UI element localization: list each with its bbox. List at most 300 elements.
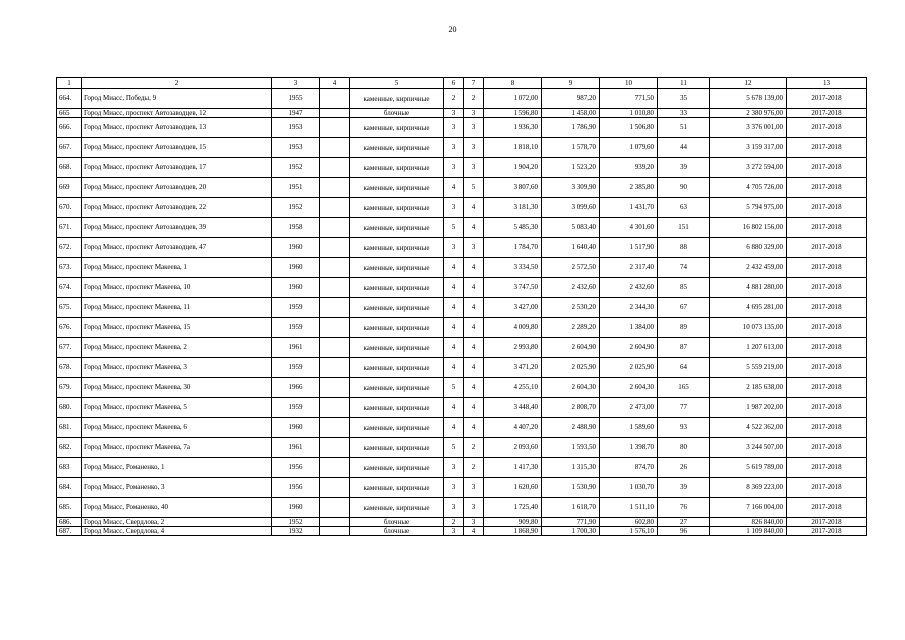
floors-cell: 4 [444,178,464,198]
cost-cell: 5 559 219,00 [710,358,787,378]
address-cell: Город Миасс, проспект Автозаводцев, 12 [82,109,272,118]
total-area-cell: 3 807,60 [484,178,542,198]
residents-cell: 27 [658,518,710,527]
year-cell: 1966 [272,378,320,398]
period-cell: 2017-2018 [787,518,867,527]
cost-cell: 2 185 638,00 [710,378,787,398]
entrances-cell: 3 [464,238,484,258]
wall-material-cell: каменные, кирпичные [350,478,444,498]
row-number: 679. [57,378,82,398]
living-area-cell: 771,90 [542,518,600,527]
entrances-cell: 3 [464,118,484,138]
row-number: 680. [57,398,82,418]
row-number: 673. [57,258,82,278]
wall-material-cell: блочные [350,518,444,527]
residential-area-cell: 1 511,10 [600,498,658,518]
residential-area-cell: 1 517,90 [600,238,658,258]
entrances-cell: 4 [464,358,484,378]
wall-material-cell: каменные, кирпичные [350,198,444,218]
column-4-cell [320,338,350,358]
total-area-cell: 3 471,20 [484,358,542,378]
residential-area-cell: 1 506,80 [600,118,658,138]
residential-area-cell: 2 317,40 [600,258,658,278]
total-area-cell: 1 936,30 [484,118,542,138]
residential-area-cell: 939,20 [600,158,658,178]
column-4-cell [320,118,350,138]
address-cell: Город Миасс, проспект Макеева, 11 [82,298,272,318]
cost-cell: 1 207 613,00 [710,338,787,358]
year-cell: 1955 [272,89,320,109]
entrances-cell: 3 [464,518,484,527]
living-area-cell: 1 523,20 [542,158,600,178]
living-area-cell: 1 578,70 [542,138,600,158]
cost-cell: 5 678 139,00 [710,89,787,109]
floors-cell: 4 [444,298,464,318]
column-4-cell [320,438,350,458]
column-4-cell [320,298,350,318]
residents-cell: 44 [658,138,710,158]
residents-cell: 89 [658,318,710,338]
column-4-cell [320,178,350,198]
column-header-2: 2 [82,78,272,89]
residents-cell: 63 [658,198,710,218]
period-cell: 2017-2018 [787,498,867,518]
column-4-cell [320,527,350,536]
entrances-cell: 2 [464,89,484,109]
living-area-cell: 1 315,30 [542,458,600,478]
row-number: 665 [57,109,82,118]
entrances-cell: 4 [464,258,484,278]
table-row [57,518,867,527]
residents-cell: 67 [658,298,710,318]
row-number: 681. [57,418,82,438]
year-cell: 1959 [272,398,320,418]
residents-cell: 90 [658,178,710,198]
residential-area-cell: 1 398,70 [600,438,658,458]
address-cell: Город Миасс, проспект Макеева, 7а [82,438,272,458]
column-header-10: 10 [600,78,658,89]
total-area-cell: 1 596,80 [484,109,542,118]
table-row [57,238,867,258]
row-number: 675. [57,298,82,318]
row-number: 684. [57,478,82,498]
total-area-cell: 1 784,70 [484,238,542,258]
wall-material-cell: каменные, кирпичные [350,378,444,398]
wall-material-cell: каменные, кирпичные [350,278,444,298]
floors-cell: 3 [444,158,464,178]
living-area-cell: 987,20 [542,89,600,109]
floors-cell: 3 [444,458,464,478]
column-4-cell [320,238,350,258]
entrances-cell: 3 [464,158,484,178]
period-cell: 2017-2018 [787,258,867,278]
table-row [57,398,867,418]
entrances-cell: 4 [464,318,484,338]
total-area-cell: 1 868,90 [484,527,542,536]
wall-material-cell: каменные, кирпичные [350,358,444,378]
row-number: 670. [57,198,82,218]
year-cell: 1960 [272,278,320,298]
year-cell: 1952 [272,198,320,218]
address-cell: Город Миасс, проспект Автозаводцев, 22 [82,198,272,218]
residential-area-cell: 1 589,60 [600,418,658,438]
address-cell: Город Миасс, проспект Автозаводцев, 39 [82,218,272,238]
living-area-cell: 2 604,90 [542,338,600,358]
residents-cell: 151 [658,218,710,238]
column-header-11: 11 [658,78,710,89]
cost-cell: 3 272 594,00 [710,158,787,178]
page-number: 20 [448,25,457,34]
total-area-cell: 1 818,10 [484,138,542,158]
floors-cell: 3 [444,109,464,118]
column-header-7: 7 [464,78,484,89]
entrances-cell: 2 [464,438,484,458]
living-area-cell: 1 593,50 [542,438,600,458]
address-cell: Город Миасс, проспект Макеева, 2 [82,338,272,358]
wall-material-cell: каменные, кирпичные [350,258,444,278]
row-number: 685. [57,498,82,518]
table-row [57,258,867,278]
cost-cell: 7 166 004,00 [710,498,787,518]
floors-cell: 4 [444,398,464,418]
cost-cell: 1 987 202,00 [710,398,787,418]
period-cell: 2017-2018 [787,478,867,498]
table-body [57,89,867,536]
address-cell: Город Миасс, проспект Макеева, 1 [82,258,272,278]
address-cell: Город Миасс, Победы, 9 [82,89,272,109]
period-cell: 2017-2018 [787,378,867,398]
row-number: 676. [57,318,82,338]
total-area-cell: 1 072,00 [484,89,542,109]
column-4-cell [320,478,350,498]
living-area-cell: 1 640,40 [542,238,600,258]
table-row [57,218,867,238]
floors-cell: 4 [444,258,464,278]
address-cell: Город Миасс, проспект Макеева, 10 [82,278,272,298]
residents-cell: 88 [658,238,710,258]
row-number: 674. [57,278,82,298]
period-cell: 2017-2018 [787,398,867,418]
cost-cell: 4 695 281,00 [710,298,787,318]
housing-registry-table [56,77,867,536]
year-cell: 1960 [272,258,320,278]
wall-material-cell: каменные, кирпичные [350,178,444,198]
cost-cell: 826 840,00 [710,518,787,527]
year-cell: 1960 [272,498,320,518]
total-area-cell: 2 093,60 [484,438,542,458]
column-header-1: 1 [57,78,82,89]
entrances-cell: 4 [464,418,484,438]
column-4-cell [320,458,350,478]
living-area-cell: 2 432,60 [542,278,600,298]
total-area-cell: 4 407,20 [484,418,542,438]
period-cell: 2017-2018 [787,89,867,109]
address-cell: Город Миасс, проспект Автозаводцев, 20 [82,178,272,198]
year-cell: 1956 [272,458,320,478]
floors-cell: 5 [444,438,464,458]
entrances-cell: 4 [464,218,484,238]
row-number: 686. [57,518,82,527]
wall-material-cell: блочные [350,527,444,536]
table-row [57,498,867,518]
table-row [57,527,867,536]
entrances-cell: 3 [464,478,484,498]
header-row [57,78,867,89]
year-cell: 1960 [272,418,320,438]
entrances-cell: 4 [464,398,484,418]
living-area-cell: 1 618,70 [542,498,600,518]
column-header-13: 13 [787,78,867,89]
total-area-cell: 909,80 [484,518,542,527]
residential-area-cell: 771,50 [600,89,658,109]
column-header-12: 12 [710,78,787,89]
wall-material-cell: каменные, кирпичные [350,89,444,109]
column-4-cell [320,158,350,178]
year-cell: 1932 [272,527,320,536]
floors-cell: 2 [444,89,464,109]
period-cell: 2017-2018 [787,278,867,298]
row-number: 687. [57,527,82,536]
period-cell: 2017-2018 [787,198,867,218]
row-number: 669 [57,178,82,198]
wall-material-cell: каменные, кирпичные [350,458,444,478]
residential-area-cell: 2 385,80 [600,178,658,198]
cost-cell: 16 802 156,00 [710,218,787,238]
table-row [57,458,867,478]
entrances-cell: 3 [464,109,484,118]
cost-cell: 3 244 507,00 [710,438,787,458]
residents-cell: 64 [658,358,710,378]
period-cell: 2017-2018 [787,118,867,138]
period-cell: 2017-2018 [787,318,867,338]
cost-cell: 5 619 789,00 [710,458,787,478]
residential-area-cell: 4 301,60 [600,218,658,238]
period-cell: 2017-2018 [787,109,867,118]
row-number: 671. [57,218,82,238]
address-cell: Город Миасс, проспект Автозаводцев, 17 [82,158,272,178]
table-row [57,438,867,458]
wall-material-cell: каменные, кирпичные [350,438,444,458]
column-header-4: 4 [320,78,350,89]
year-cell: 1959 [272,318,320,338]
living-area-cell: 3 309,90 [542,178,600,198]
living-area-cell: 1 786,90 [542,118,600,138]
total-area-cell: 1 904,20 [484,158,542,178]
table-row [57,89,867,109]
floors-cell: 4 [444,318,464,338]
table-row [57,158,867,178]
column-4-cell [320,258,350,278]
residents-cell: 77 [658,398,710,418]
table-row [57,298,867,318]
living-area-cell: 1 530,90 [542,478,600,498]
total-area-cell: 3 448,40 [484,398,542,418]
row-number: 682. [57,438,82,458]
floors-cell: 4 [444,278,464,298]
living-area-cell: 2 025,90 [542,358,600,378]
column-header-5: 5 [350,78,444,89]
cost-cell: 10 073 135,00 [710,318,787,338]
year-cell: 1961 [272,338,320,358]
table-row [57,178,867,198]
residents-cell: 51 [658,118,710,138]
address-cell: Город Миасс, Романенко, 40 [82,498,272,518]
entrances-cell: 4 [464,527,484,536]
column-4-cell [320,498,350,518]
wall-material-cell: каменные, кирпичные [350,118,444,138]
wall-material-cell: каменные, кирпичные [350,418,444,438]
table-header [57,78,867,89]
column-4-cell [320,198,350,218]
residents-cell: 74 [658,258,710,278]
year-cell: 1960 [272,238,320,258]
period-cell: 2017-2018 [787,338,867,358]
total-area-cell: 5 485,30 [484,218,542,238]
period-cell: 2017-2018 [787,158,867,178]
wall-material-cell: каменные, кирпичные [350,398,444,418]
residential-area-cell: 2 473,00 [600,398,658,418]
column-4-cell [320,218,350,238]
column-4-cell [320,109,350,118]
living-area-cell: 1 700,30 [542,527,600,536]
wall-material-cell: блочные [350,109,444,118]
table-row [57,109,867,118]
address-cell: Город Миасс, проспект Макеева, 15 [82,318,272,338]
floors-cell: 3 [444,118,464,138]
total-area-cell: 1 620,60 [484,478,542,498]
floors-cell: 4 [444,358,464,378]
row-number: 677. [57,338,82,358]
living-area-cell: 2 530,20 [542,298,600,318]
residents-cell: 39 [658,478,710,498]
period-cell: 2017-2018 [787,527,867,536]
year-cell: 1951 [272,178,320,198]
address-cell: Город Миасс, Свердлова, 4 [82,527,272,536]
residents-cell: 80 [658,438,710,458]
year-cell: 1959 [272,358,320,378]
residents-cell: 93 [658,418,710,438]
living-area-cell: 2 572,50 [542,258,600,278]
wall-material-cell: каменные, кирпичные [350,238,444,258]
wall-material-cell: каменные, кирпичные [350,158,444,178]
residential-area-cell: 1 079,60 [600,138,658,158]
total-area-cell: 3 427,00 [484,298,542,318]
cost-cell: 1 109 840,00 [710,527,787,536]
residential-area-cell: 2 432,60 [600,278,658,298]
total-area-cell: 4 255,10 [484,378,542,398]
total-area-cell: 3 334,50 [484,258,542,278]
residential-area-cell: 2 604,30 [600,378,658,398]
living-area-cell: 2 488,90 [542,418,600,438]
floors-cell: 2 [444,518,464,527]
year-cell: 1956 [272,478,320,498]
residential-area-cell: 2 344,30 [600,298,658,318]
total-area-cell: 1 725,40 [484,498,542,518]
floors-cell: 3 [444,238,464,258]
table-row [57,278,867,298]
row-number: 667. [57,138,82,158]
cost-cell: 4 705 726,00 [710,178,787,198]
residents-cell: 35 [658,89,710,109]
cost-cell: 3 376 001,00 [710,118,787,138]
residential-area-cell: 1 576,10 [600,527,658,536]
residents-cell: 96 [658,527,710,536]
table-row [57,478,867,498]
residential-area-cell: 2 025,90 [600,358,658,378]
row-number: 668. [57,158,82,178]
floors-cell: 3 [444,527,464,536]
total-area-cell: 4 009,80 [484,318,542,338]
address-cell: Город Миасс, проспект Макеева, 3 [82,358,272,378]
cost-cell: 2 432 459,00 [710,258,787,278]
table-row [57,138,867,158]
residential-area-cell: 1 384,00 [600,318,658,338]
column-4-cell [320,418,350,438]
entrances-cell: 4 [464,278,484,298]
living-area-cell: 2 808,70 [542,398,600,418]
address-cell: Город Миасс, проспект Макеева, 6 [82,418,272,438]
address-cell: Город Миасс, проспект Автозаводцев, 15 [82,138,272,158]
column-header-8: 8 [484,78,542,89]
table-row [57,318,867,338]
floors-cell: 3 [444,198,464,218]
total-area-cell: 2 993,80 [484,338,542,358]
living-area-cell: 3 099,60 [542,198,600,218]
table-row [57,358,867,378]
address-cell: Город Миасс, проспект Макеева, 30 [82,378,272,398]
floors-cell: 5 [444,218,464,238]
column-header-9: 9 [542,78,600,89]
residential-area-cell: 1 010,80 [600,109,658,118]
period-cell: 2017-2018 [787,238,867,258]
period-cell: 2017-2018 [787,298,867,318]
table-row [57,378,867,398]
address-cell: Город Миасс, Романенко, 3 [82,478,272,498]
table-row [57,338,867,358]
column-4-cell [320,518,350,527]
cost-cell: 3 159 317,00 [710,138,787,158]
wall-material-cell: каменные, кирпичные [350,298,444,318]
address-cell: Город Миасс, проспект Макеева, 5 [82,398,272,418]
address-cell: Город Миасс, Романенко, 1 [82,458,272,478]
year-cell: 1958 [272,218,320,238]
row-number: 683 [57,458,82,478]
wall-material-cell: каменные, кирпичные [350,138,444,158]
entrances-cell: 4 [464,298,484,318]
period-cell: 2017-2018 [787,358,867,378]
entrances-cell: 4 [464,198,484,218]
floors-cell: 5 [444,378,464,398]
row-number: 672. [57,238,82,258]
row-number: 678. [57,358,82,378]
cost-cell: 4 522 362,00 [710,418,787,438]
column-header-3: 3 [272,78,320,89]
living-area-cell: 5 083,40 [542,218,600,238]
year-cell: 1952 [272,518,320,527]
floors-cell: 3 [444,138,464,158]
column-4-cell [320,89,350,109]
residents-cell: 87 [658,338,710,358]
entrances-cell: 4 [464,378,484,398]
period-cell: 2017-2018 [787,458,867,478]
wall-material-cell: каменные, кирпичные [350,338,444,358]
table-row [57,118,867,138]
period-cell: 2017-2018 [787,178,867,198]
column-header-6: 6 [444,78,464,89]
total-area-cell: 3 747,50 [484,278,542,298]
period-cell: 2017-2018 [787,438,867,458]
table-row [57,198,867,218]
